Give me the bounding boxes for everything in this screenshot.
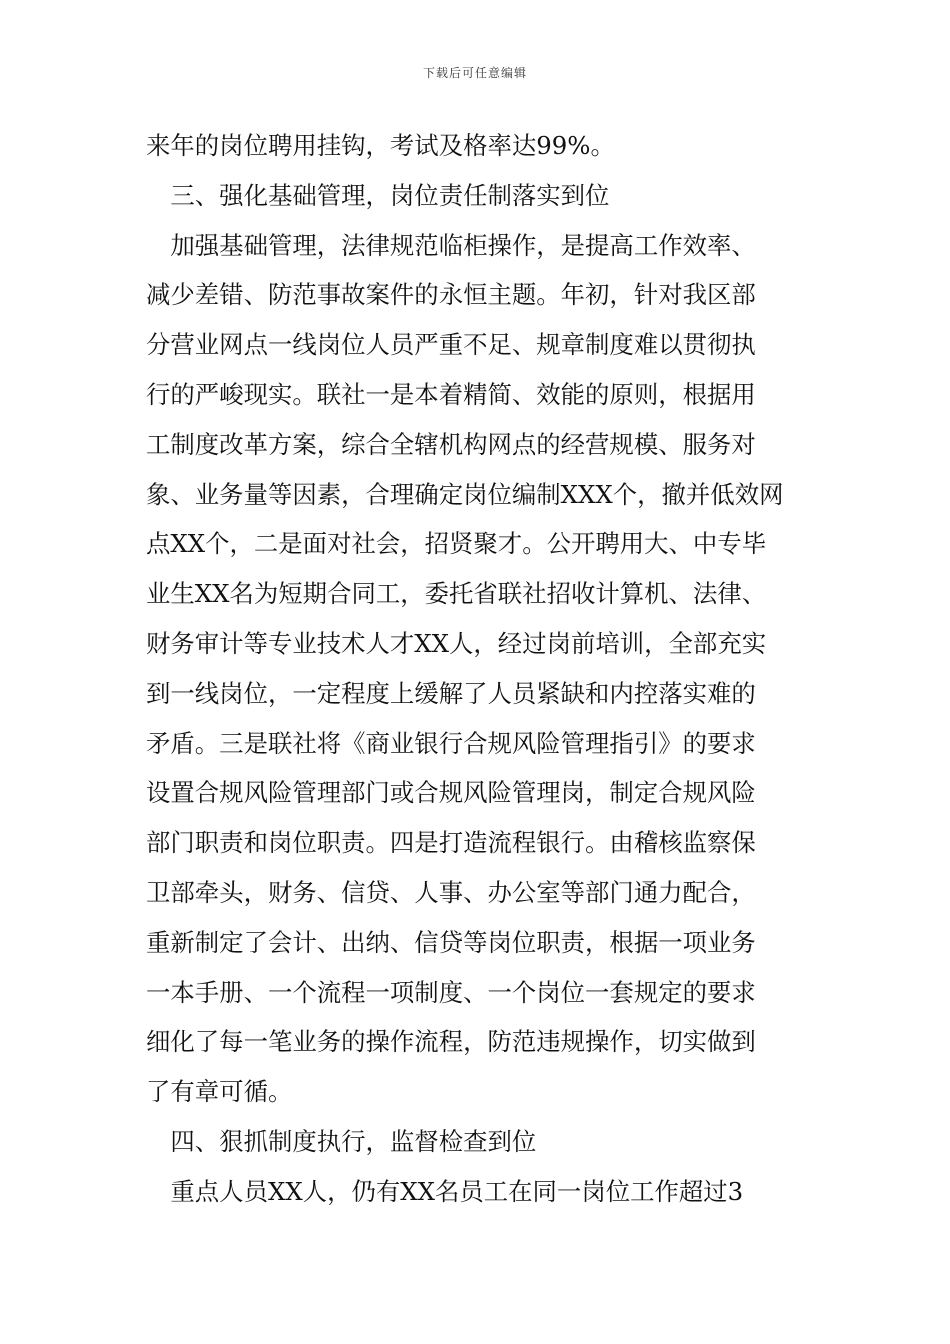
text-line: 了有章可循。: [146, 1077, 293, 1107]
text-line: 分营业网点一线岗位人员严重不足、规章制度难以贯彻执: [146, 330, 756, 360]
section-heading: 四、狠抓制度执行，监督检查到位: [146, 1126, 537, 1156]
text-line: 业生XX名为短期合同工，委托省联社招收计算机、法律、: [146, 579, 767, 609]
text-line: 来年的岗位聘用挂钩，考试及格率达99%。: [146, 131, 615, 160]
text-line: 工制度改革方案，综合全辖机构网点的经营规模、服务对: [146, 429, 756, 459]
text-line: 财务审计等专业技术人才XX人，经过岗前培训，全部充实: [146, 628, 767, 658]
text-line: 部门职责和岗位职责。四是打造流程银行。由稽核监察保: [146, 828, 756, 858]
section-heading: 三、强化基础管理，岗位责任制落实到位: [146, 180, 610, 210]
text-line: 象、业务量等因素，合理确定岗位编制XXX个，撤并低效网: [146, 479, 784, 509]
text-line: 一本手册、一个流程一项制度、一个岗位一套规定的要求: [146, 977, 756, 1007]
text-line: 重点人员XX人，仍有XX名员工在同一岗位工作超过3: [146, 1176, 744, 1206]
text-line: 点XX个，二是面对社会，招贤聚才。公开聘用大、中专毕: [146, 529, 767, 559]
text-line: 矛盾。三是联社将《商业银行合规风险管理指引》的要求: [146, 728, 756, 758]
text-line: 行的严峻现实。联社一是本着精简、效能的原则，根据用: [146, 379, 756, 409]
document-body: [146, 121, 810, 1217]
text-line: 细化了每一笔业务的操作流程，防范违规操作，切实做到: [146, 1027, 756, 1057]
text-line: 设置合规风险管理部门或合规风险管理岗，制定合规风险: [146, 778, 756, 808]
text-line: 到一线岗位，一定程度上缓解了人员紧缺和内控落实难的: [146, 678, 756, 708]
text-line: 减少差错、防范事故案件的永恒主题。年初，针对我区部: [146, 280, 756, 310]
text-line: 重新制定了会计、出纳、信贷等岗位职责，根据一项业务: [146, 927, 756, 957]
text-line: 卫部牵头，财务、信贷、人事、办公室等部门通力配合，: [146, 877, 756, 907]
text-line: 加强基础管理，法律规范临柜操作，是提高工作效率、: [146, 230, 756, 260]
page-header: 下载后可任意编辑: [422, 66, 527, 80]
